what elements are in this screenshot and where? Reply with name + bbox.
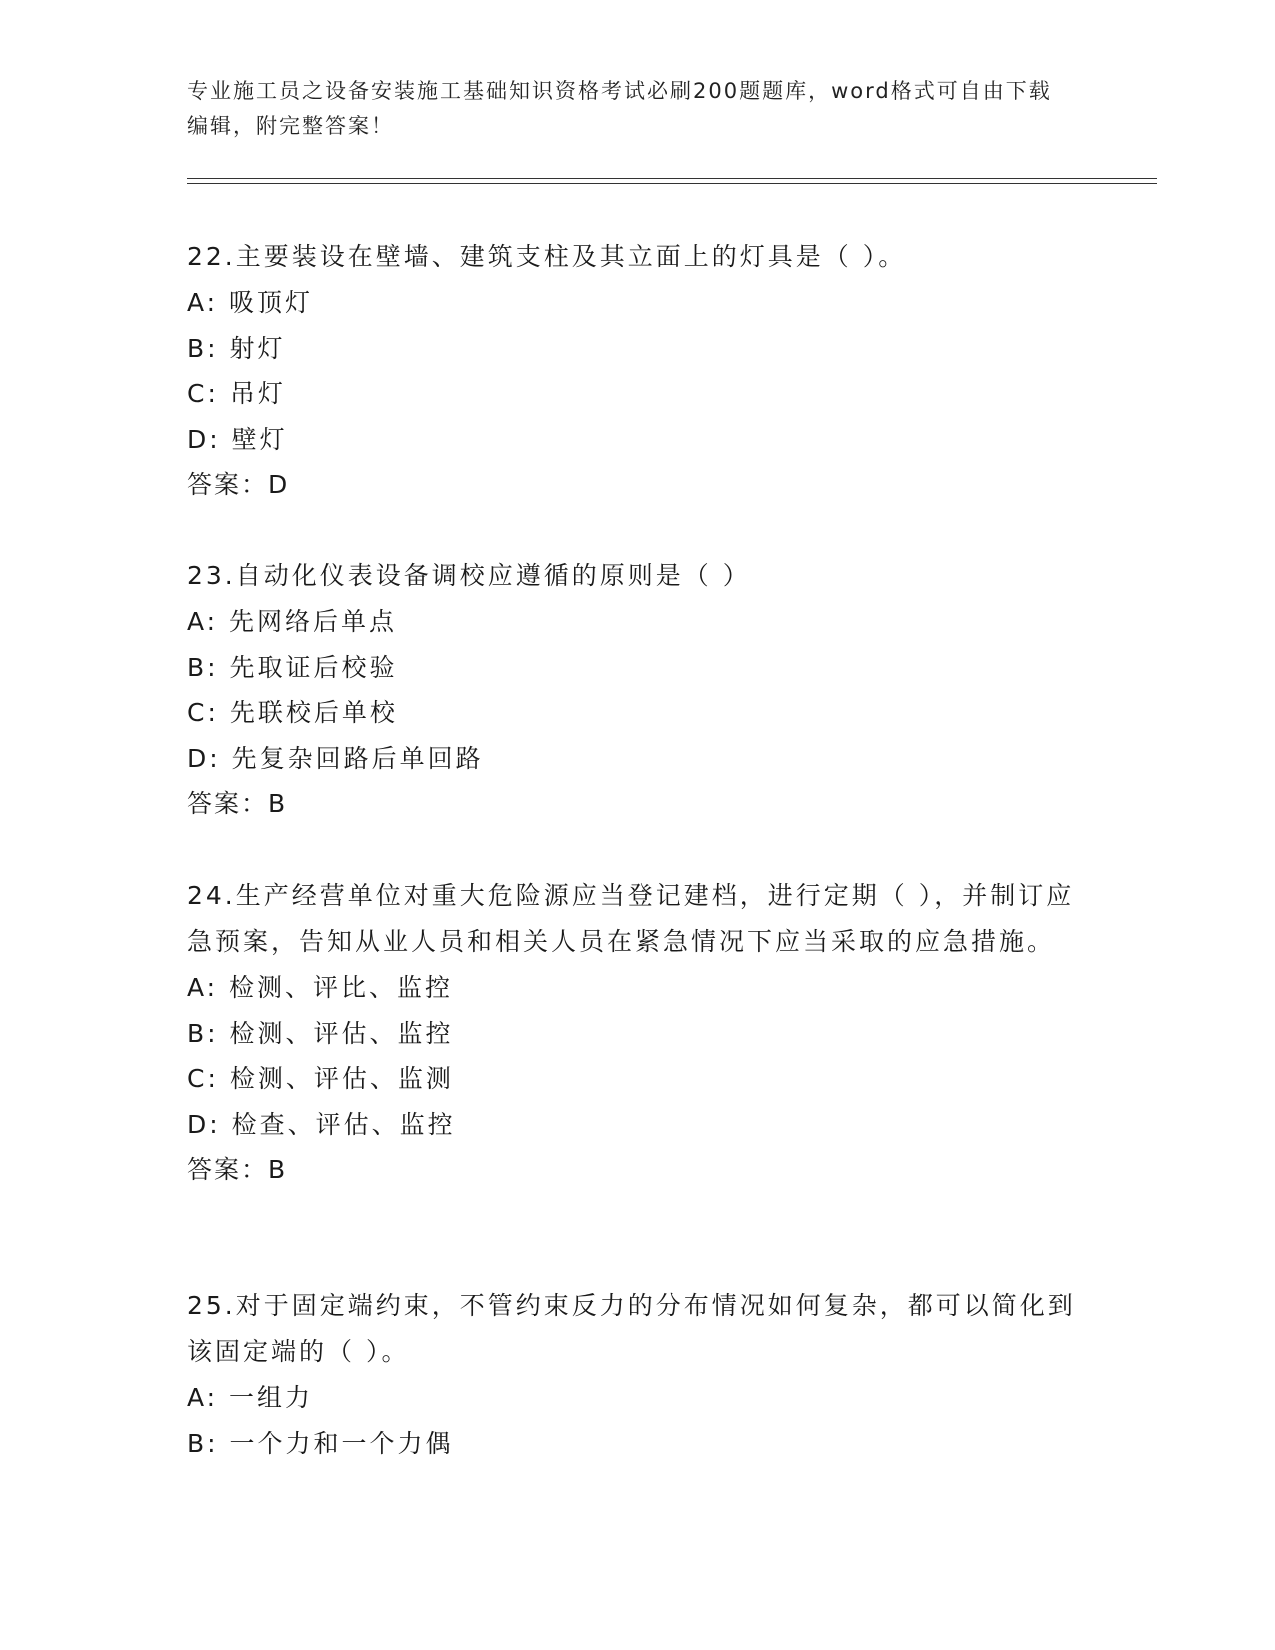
option-a: A: 检测、评比、监控 xyxy=(187,973,454,1002)
option-c: C: 吊灯 xyxy=(187,379,286,408)
question-24 xyxy=(187,873,1087,1193)
question-stem: 24.生产经营单位对重大危险源应当登记建档，进行定期（ ），并制订应急预案，告知从业人员和相关人员在紧急情况下应当采取的应急措施。 xyxy=(187,881,1075,956)
option-d: D: 先复杂回路后单回路 xyxy=(187,743,484,773)
option-a: A: 吸顶灯 xyxy=(187,288,314,317)
option-b: B: 检测、评估、监控 xyxy=(187,1018,454,1048)
question-stem: 22.主要装设在壁墙、建筑支柱及其立面上的灯具是（ ）。 xyxy=(187,242,907,271)
question-23 xyxy=(187,553,1087,827)
option-a: A: 先网络后单点 xyxy=(187,607,398,636)
question-22 xyxy=(187,234,1087,508)
header-rule-bottom xyxy=(187,183,1157,184)
question-stem: 25.对于固定端约束，不管约束反力的分布情况如何复杂，都可以简化到该固定端的（ ）。 xyxy=(187,1291,1076,1366)
option-c: C: 检测、评估、监测 xyxy=(187,1064,454,1093)
option-b: B: 一个力和一个力偶 xyxy=(187,1428,454,1458)
option-a: A: 一组力 xyxy=(187,1383,314,1412)
option-b: B: 先取证后校验 xyxy=(187,652,398,682)
option-c: C: 先联校后单校 xyxy=(187,698,398,727)
answer: 答案：D xyxy=(187,470,290,499)
question-25 xyxy=(187,1283,1087,1466)
option-d: D: 检查、评估、监控 xyxy=(187,1109,456,1139)
option-d: D: 壁灯 xyxy=(187,424,288,454)
document-header: 专业施工员之设备安装施工基础知识资格考试必刷200题题库，word格式可自由下载编辑，附完整答案！ xyxy=(187,79,1052,138)
answer: 答案：B xyxy=(187,789,288,818)
header-rule-top xyxy=(187,178,1157,179)
answer: 答案：B xyxy=(187,1155,288,1184)
option-b: B: 射灯 xyxy=(187,333,286,363)
question-stem: 23.自动化仪表设备调校应遵循的原则是（ ） xyxy=(187,561,751,590)
